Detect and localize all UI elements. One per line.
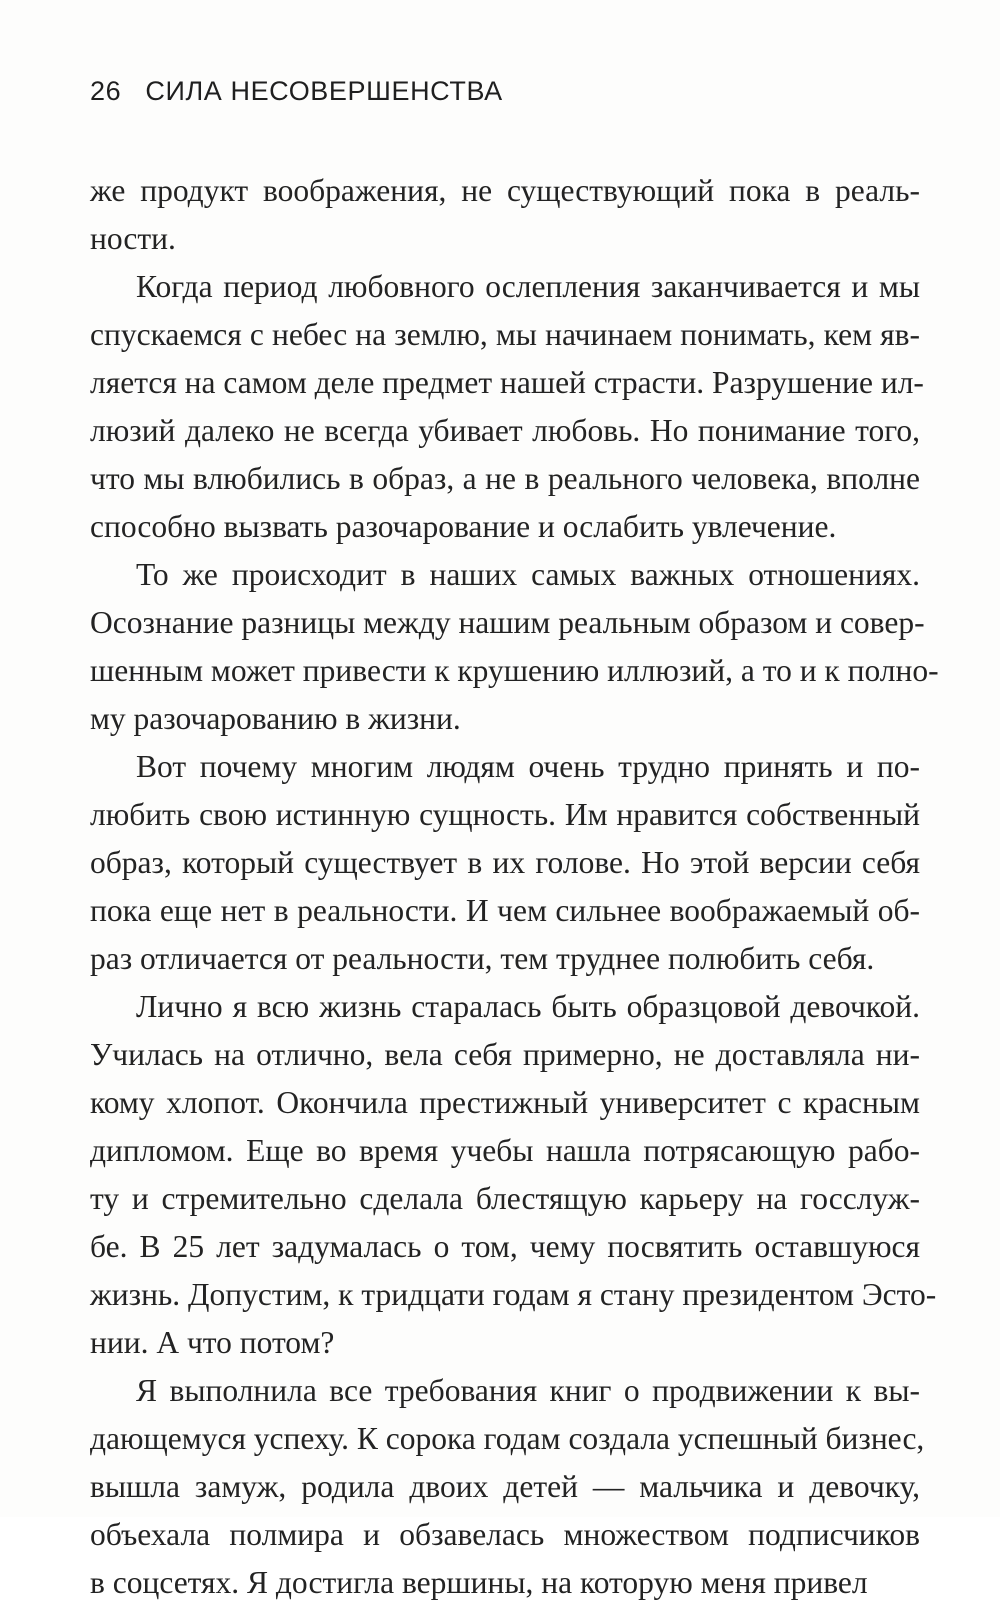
text-line: Когда период любовного ослепления заканчивается и мы (136, 269, 920, 304)
running-head (90, 76, 503, 107)
text-line: дипломом. Еще во время учебы нашла потрясающую рабо- (90, 1133, 920, 1168)
text-line: Училась на отлично, вела себя примерно, не доставляла ни- (90, 1037, 920, 1072)
text-line: пока еще нет в реальности. И чем сильнее воображаемый об- (90, 893, 920, 928)
text-line: в соцсетях. Я достигла вершины, на которую меня привел (90, 1565, 868, 1600)
text-line: Я выполнила все требования книг о продвижении к вы- (136, 1373, 920, 1408)
paragraph (90, 551, 939, 743)
paragraph (90, 743, 920, 983)
text-line: жизнь. Допустим, к тридцати годам я стану президентом Эсто- (90, 1277, 937, 1312)
text-line: ту и стремительно сделала блестящую карьеру на госслуж- (90, 1181, 920, 1216)
text-line: ности. (90, 221, 176, 256)
text-line: образ, который существует в их голове. Но этой версии себя (90, 845, 920, 880)
text-line: нии. А что потом? (90, 1325, 335, 1360)
text-line: ляется на самом деле предмет нашей страсти. Разрушение ил- (90, 365, 924, 400)
paragraph (90, 263, 924, 551)
text-line: му разочарованию в жизни. (90, 701, 461, 736)
paragraph (90, 167, 920, 263)
paragraph (90, 1367, 925, 1607)
text-line: Осознание разницы между нашим реальным образом и совер- (90, 605, 925, 640)
text-line: Вот почему многим людям очень трудно принять и по- (136, 749, 920, 784)
text-line: же продукт воображения, не существующий пока в реаль- (90, 173, 920, 208)
text-line: что мы влюбились в образ, а не в реального человека, вполне (90, 461, 920, 496)
text-line: способно вызвать разочарование и ослабить увлечение. (90, 509, 837, 544)
text-line: Лично я всю жизнь старалась быть образцовой девочкой. (136, 989, 920, 1024)
text-line: раз отличается от реальности, тем труднее полюбить себя. (90, 941, 875, 976)
text-line: дающемуся успеху. К сорока годам создала успешный бизнес, (90, 1421, 925, 1456)
text-line: спускаемся с небес на землю, мы начинаем понимать, кем яв- (90, 317, 920, 352)
text-line: кому хлопот. Окончила престижный университет с красным (90, 1085, 920, 1120)
text-line: люзий далеко не всегда убивает любовь. Но понимание того, (90, 413, 920, 448)
page-number: 26 (90, 76, 122, 106)
text-line: вышла замуж, родила двоих детей — мальчика и девочку, (90, 1469, 920, 1504)
text-line: бе. В 25 лет задумалась о том, чему посвятить оставшуюся (90, 1229, 920, 1264)
running-head-title: СИЛА НЕСОВЕРШЕНСТВА (145, 76, 503, 106)
body-text (90, 167, 939, 1607)
text-line: То же происходит в наших самых важных отношениях. (136, 557, 920, 592)
text-line: объехала полмира и обзавелась множеством подписчиков (90, 1517, 920, 1552)
paragraph (90, 983, 937, 1367)
text-line: любить свою истинную сущность. Им нравится собственный (90, 797, 920, 832)
text-line: шенным может привести к крушению иллюзий, а то и к полно- (90, 653, 939, 688)
